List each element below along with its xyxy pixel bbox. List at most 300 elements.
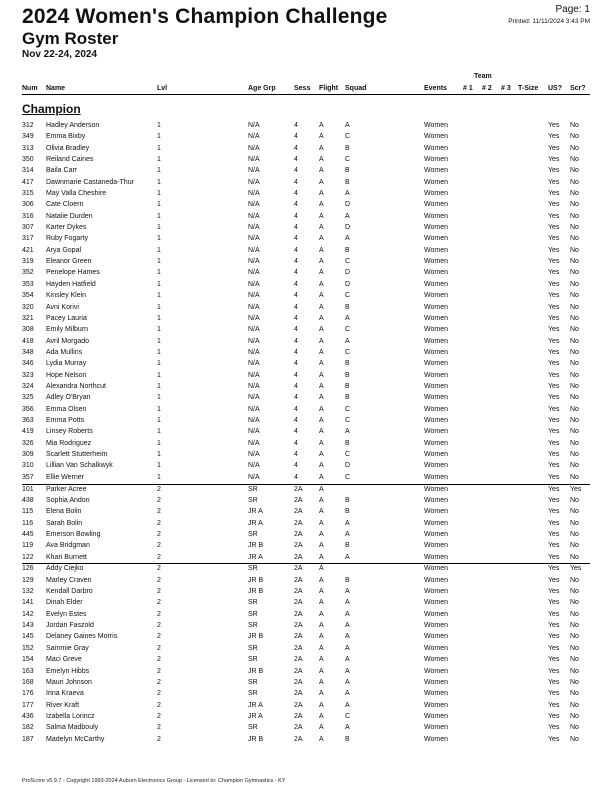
cell-age: JR A xyxy=(248,508,263,516)
cell-events: Women xyxy=(424,565,448,573)
cell-num: 122 xyxy=(22,553,34,561)
cell-num: 316 xyxy=(22,212,34,220)
cell-scr: No xyxy=(570,701,579,709)
cell-us: Yes xyxy=(548,235,560,243)
table-row xyxy=(22,257,590,268)
cell-events: Women xyxy=(424,394,448,402)
cell-age: SR xyxy=(248,565,258,573)
cell-num: 320 xyxy=(22,303,34,311)
cell-sess: 4 xyxy=(294,303,298,311)
cell-us: Yes xyxy=(548,348,560,356)
printed-timestamp: Printed: 11/11/2024 3:43 PM xyxy=(508,18,590,25)
cell-sess: 4 xyxy=(294,167,298,175)
cell-squad: D xyxy=(345,269,351,277)
cell-age: N/A xyxy=(248,156,260,164)
table-row xyxy=(22,484,590,496)
cell-flight: A xyxy=(319,326,324,334)
table-row xyxy=(22,678,590,689)
table-row xyxy=(22,655,590,666)
cell-age: N/A xyxy=(248,473,260,481)
cell-lvl: 2 xyxy=(157,690,161,698)
cell-flight: A xyxy=(319,519,324,527)
cell-age: SR xyxy=(248,599,258,607)
table-row xyxy=(22,200,590,211)
cell-age: N/A xyxy=(248,348,260,356)
cell-events: Women xyxy=(424,428,448,436)
table-row xyxy=(22,507,590,518)
cell-num: 357 xyxy=(22,473,34,481)
cell-name: Ellie Werner xyxy=(46,473,84,481)
cell-num: 141 xyxy=(22,599,34,607)
cell-sess: 2A xyxy=(294,485,303,493)
cell-squad: B xyxy=(345,735,350,743)
cell-name: Avril Morgado xyxy=(46,337,90,345)
cell-lvl: 2 xyxy=(157,519,161,527)
cell-events: Women xyxy=(424,303,448,311)
cell-scr: No xyxy=(570,428,579,436)
cell-squad: A xyxy=(345,622,350,630)
cell-lvl: 2 xyxy=(157,622,161,630)
cell-age: JR A xyxy=(248,519,263,527)
cell-age: N/A xyxy=(248,314,260,322)
cell-sess: 2A xyxy=(294,496,303,504)
cell-squad: A xyxy=(345,644,350,652)
cell-sess: 4 xyxy=(294,405,298,413)
cell-us: Yes xyxy=(548,133,560,141)
cell-age: N/A xyxy=(248,360,260,368)
cell-age: SR xyxy=(248,724,258,732)
cell-sess: 4 xyxy=(294,190,298,198)
cell-age: N/A xyxy=(248,258,260,266)
cell-us: Yes xyxy=(548,371,560,379)
cell-sess: 2A xyxy=(294,735,303,743)
cell-squad: C xyxy=(345,473,351,481)
cell-age: SR xyxy=(248,644,258,652)
cell-sess: 4 xyxy=(294,416,298,424)
table-row xyxy=(22,337,590,348)
cell-lvl: 2 xyxy=(157,485,161,493)
cell-age: N/A xyxy=(248,450,260,458)
cell-num: 115 xyxy=(22,508,34,516)
cell-num: 154 xyxy=(22,656,34,664)
cell-scr: No xyxy=(570,190,579,198)
cell-events: Women xyxy=(424,382,448,390)
cell-age: N/A xyxy=(248,428,260,436)
table-row xyxy=(22,359,590,370)
footer-copyright: ProScore v5.9.7 - Copyright 1993-2024 Auburn Electronics Group - Licensed to: Champion Gymnastics - KY xyxy=(22,778,286,784)
cell-us: Yes xyxy=(548,201,560,209)
cell-events: Women xyxy=(424,178,448,186)
cell-squad: A xyxy=(345,212,350,220)
cell-num: 346 xyxy=(22,360,34,368)
cell-squad: A xyxy=(345,678,350,686)
cell-num: 163 xyxy=(22,667,34,675)
cell-us: Yes xyxy=(548,190,560,198)
cell-flight: A xyxy=(319,667,324,675)
cell-scr: No xyxy=(570,201,579,209)
cell-sess: 2A xyxy=(294,576,303,584)
cell-scr: No xyxy=(570,633,579,641)
cell-num: 445 xyxy=(22,530,34,538)
cell-age: N/A xyxy=(248,246,260,254)
team-column-group-label: Team xyxy=(474,73,492,80)
cell-flight: A xyxy=(319,133,324,141)
cell-flight: A xyxy=(319,644,324,652)
cell-flight: A xyxy=(319,178,324,186)
table-row xyxy=(22,632,590,643)
cell-name: Emily Milburn xyxy=(46,326,89,334)
cell-lvl: 1 xyxy=(157,382,161,390)
cell-squad: A xyxy=(345,701,350,709)
cell-lvl: 1 xyxy=(157,428,161,436)
cell-sess: 2A xyxy=(294,588,303,596)
cell-num: 325 xyxy=(22,394,34,402)
cell-scr: No xyxy=(570,167,579,175)
cell-events: Women xyxy=(424,314,448,322)
cell-events: Women xyxy=(424,724,448,732)
cell-name: Mauri Johnson xyxy=(46,678,92,686)
cell-squad: C xyxy=(345,133,351,141)
table-row xyxy=(22,314,590,325)
cell-us: Yes xyxy=(548,508,560,516)
table-row xyxy=(22,144,590,155)
table-row xyxy=(22,427,590,438)
cell-scr: No xyxy=(570,382,579,390)
cell-sess: 4 xyxy=(294,122,298,129)
cell-us: Yes xyxy=(548,428,560,436)
table-row xyxy=(22,563,590,575)
cell-lvl: 1 xyxy=(157,371,161,379)
cell-age: SR xyxy=(248,678,258,686)
cell-age: JR B xyxy=(248,667,264,675)
cell-name: Arya Gopal xyxy=(46,246,82,254)
cell-scr: No xyxy=(570,588,579,596)
cell-squad: B xyxy=(345,178,350,186)
cell-us: Yes xyxy=(548,656,560,664)
cell-squad: C xyxy=(345,712,351,720)
cell-name: Olivia Bradley xyxy=(46,144,90,152)
cell-flight: A xyxy=(319,303,324,311)
roster-table xyxy=(22,121,590,746)
cell-num: 352 xyxy=(22,269,34,277)
cell-squad: D xyxy=(345,280,351,288)
cell-num: 323 xyxy=(22,371,34,379)
cell-events: Women xyxy=(424,156,448,164)
cell-sess: 2A xyxy=(294,599,303,607)
cell-num: 182 xyxy=(22,724,34,732)
cell-lvl: 2 xyxy=(157,678,161,686)
cell-scr: No xyxy=(570,690,579,698)
cell-sess: 4 xyxy=(294,394,298,402)
table-row xyxy=(22,405,590,416)
cell-flight: A xyxy=(319,565,324,573)
cell-flight: A xyxy=(319,610,324,618)
cell-sess: 4 xyxy=(294,246,298,254)
cell-flight: A xyxy=(319,508,324,516)
cell-num: 307 xyxy=(22,224,34,232)
cell-sess: 4 xyxy=(294,450,298,458)
cell-events: Women xyxy=(424,496,448,504)
table-row xyxy=(22,576,590,587)
cell-scr: No xyxy=(570,530,579,538)
cell-sess: 4 xyxy=(294,235,298,243)
cell-lvl: 1 xyxy=(157,156,161,164)
cell-flight: A xyxy=(319,122,324,129)
cell-flight: A xyxy=(319,394,324,402)
cell-flight: A xyxy=(319,576,324,584)
cell-name: Dawnmarie Castaneda-Thur xyxy=(46,178,134,186)
cell-lvl: 1 xyxy=(157,314,161,322)
cell-us: Yes xyxy=(548,144,560,152)
cell-num: 310 xyxy=(22,462,34,470)
cell-name: Dinah Elder xyxy=(46,599,83,607)
cell-name: Addy Ciejko xyxy=(46,565,84,573)
cell-squad: C xyxy=(345,405,351,413)
cell-sess: 4 xyxy=(294,156,298,164)
cell-age: N/A xyxy=(248,190,260,198)
cell-age: N/A xyxy=(248,292,260,300)
cell-lvl: 1 xyxy=(157,269,161,277)
cell-age: N/A xyxy=(248,144,260,152)
cell-sess: 2A xyxy=(294,542,303,550)
cell-events: Women xyxy=(424,292,448,300)
cell-flight: A xyxy=(319,450,324,458)
cell-us: Yes xyxy=(548,382,560,390)
cell-name: Jordan Faszold xyxy=(46,622,94,630)
cell-lvl: 2 xyxy=(157,496,161,504)
cell-sess: 2A xyxy=(294,701,303,709)
cell-scr: No xyxy=(570,246,579,254)
cell-squad: A xyxy=(345,633,350,641)
cell-flight: A xyxy=(319,690,324,698)
cell-us: Yes xyxy=(548,405,560,413)
table-row xyxy=(22,723,590,734)
table-row xyxy=(22,189,590,200)
cell-us: Yes xyxy=(548,292,560,300)
cell-us: Yes xyxy=(548,167,560,175)
cell-age: N/A xyxy=(248,382,260,390)
cell-age: SR xyxy=(248,530,258,538)
cell-sess: 4 xyxy=(294,360,298,368)
cell-scr: No xyxy=(570,122,579,129)
cell-events: Women xyxy=(424,371,448,379)
page-number: Page: 1 xyxy=(555,4,590,15)
table-row xyxy=(22,382,590,393)
cell-name: Emerson Bowling xyxy=(46,530,101,538)
cell-flight: A xyxy=(319,212,324,220)
col-header-t-size: T-Size xyxy=(518,85,539,92)
cell-scr: No xyxy=(570,212,579,220)
cell-lvl: 2 xyxy=(157,576,161,584)
cell-name: Delaney Gaines Morris xyxy=(46,633,118,641)
cell-flight: A xyxy=(319,314,324,322)
cell-lvl: 1 xyxy=(157,133,161,141)
cell-flight: A xyxy=(319,258,324,266)
cell-us: Yes xyxy=(548,439,560,447)
cell-squad: B xyxy=(345,144,350,152)
cell-flight: A xyxy=(319,360,324,368)
cell-events: Women xyxy=(424,690,448,698)
cell-lvl: 1 xyxy=(157,326,161,334)
cell-name: Lillian Van Schalkwyk xyxy=(46,462,113,470)
cell-lvl: 1 xyxy=(157,212,161,220)
cell-squad: A xyxy=(345,588,350,596)
cell-sess: 4 xyxy=(294,326,298,334)
cell-lvl: 1 xyxy=(157,303,161,311)
cell-scr: No xyxy=(570,712,579,720)
cell-events: Women xyxy=(424,622,448,630)
table-row xyxy=(22,178,590,189)
cell-flight: A xyxy=(319,405,324,413)
cell-num: 317 xyxy=(22,235,34,243)
cell-sess: 2A xyxy=(294,633,303,641)
cell-squad: B xyxy=(345,542,350,550)
table-row xyxy=(22,667,590,678)
cell-squad: B xyxy=(345,576,350,584)
cell-sess: 4 xyxy=(294,371,298,379)
cell-name: Adley O'Bryan xyxy=(46,394,91,402)
cell-lvl: 1 xyxy=(157,292,161,300)
cell-num: 314 xyxy=(22,167,34,175)
table-row xyxy=(22,553,590,564)
cell-age: N/A xyxy=(248,326,260,334)
cell-num: 363 xyxy=(22,416,34,424)
cell-flight: A xyxy=(319,701,324,709)
cell-sess: 4 xyxy=(294,337,298,345)
table-row xyxy=(22,712,590,723)
cell-name: Evelyn Estes xyxy=(46,610,87,618)
cell-us: Yes xyxy=(548,224,560,232)
cell-us: Yes xyxy=(548,530,560,538)
cell-num: 142 xyxy=(22,610,34,618)
cell-num: 348 xyxy=(22,348,34,356)
cell-age: N/A xyxy=(248,371,260,379)
cell-lvl: 2 xyxy=(157,565,161,573)
cell-events: Women xyxy=(424,258,448,266)
cell-scr: No xyxy=(570,405,579,413)
cell-lvl: 1 xyxy=(157,439,161,447)
cell-name: Hadley Anderson xyxy=(46,122,100,129)
cell-events: Women xyxy=(424,701,448,709)
cell-num: 312 xyxy=(22,122,34,129)
cell-scr: No xyxy=(570,473,579,481)
cell-name: Ruby Fogarty xyxy=(46,235,89,243)
cell-name: May Valla Cheshire xyxy=(46,190,107,198)
cell-scr: No xyxy=(570,610,579,618)
cell-lvl: 1 xyxy=(157,394,161,402)
col-header-flight: Flight xyxy=(319,85,339,92)
cell-name: Izabella Lorincz xyxy=(46,712,95,720)
cell-events: Women xyxy=(424,360,448,368)
table-row xyxy=(22,439,590,450)
cell-us: Yes xyxy=(548,258,560,266)
cell-name: Marley Craven xyxy=(46,576,92,584)
cell-sess: 4 xyxy=(294,201,298,209)
col-header-team-3: # 3 xyxy=(501,85,511,92)
cell-sess: 4 xyxy=(294,212,298,220)
cell-lvl: 2 xyxy=(157,542,161,550)
cell-squad: D xyxy=(345,462,351,470)
cell-events: Women xyxy=(424,599,448,607)
cell-lvl: 1 xyxy=(157,405,161,413)
cell-num: 438 xyxy=(22,496,34,504)
col-header-us: US? xyxy=(548,85,562,92)
table-row xyxy=(22,212,590,223)
cell-lvl: 1 xyxy=(157,348,161,356)
cell-events: Women xyxy=(424,348,448,356)
cell-squad: B xyxy=(345,508,350,516)
cell-lvl: 1 xyxy=(157,201,161,209)
cell-scr: No xyxy=(570,337,579,345)
cell-us: Yes xyxy=(548,246,560,254)
cell-flight: A xyxy=(319,496,324,504)
cell-us: Yes xyxy=(548,678,560,686)
cell-scr: No xyxy=(570,178,579,186)
cell-flight: A xyxy=(319,485,324,493)
cell-sess: 4 xyxy=(294,224,298,232)
cell-events: Women xyxy=(424,473,448,481)
cell-us: Yes xyxy=(548,122,560,129)
cell-sess: 4 xyxy=(294,439,298,447)
cell-squad: C xyxy=(345,450,351,458)
table-row xyxy=(22,132,590,143)
cell-name: Ada Mullins xyxy=(46,348,83,356)
cell-us: Yes xyxy=(548,622,560,630)
cell-scr: No xyxy=(570,258,579,266)
cell-flight: A xyxy=(319,712,324,720)
cell-lvl: 2 xyxy=(157,508,161,516)
table-row xyxy=(22,587,590,598)
cell-events: Women xyxy=(424,439,448,447)
cell-us: Yes xyxy=(548,178,560,186)
cell-lvl: 1 xyxy=(157,224,161,232)
cell-name: Emma Olsen xyxy=(46,405,87,413)
cell-num: 350 xyxy=(22,156,34,164)
cell-flight: A xyxy=(319,735,324,743)
table-row xyxy=(22,166,590,177)
cell-sess: 4 xyxy=(294,473,298,481)
cell-name: Mia Rodriguez xyxy=(46,439,92,447)
cell-name: Baila Carr xyxy=(46,167,78,175)
cell-flight: A xyxy=(319,439,324,447)
cell-age: N/A xyxy=(248,303,260,311)
cell-us: Yes xyxy=(548,496,560,504)
cell-squad: C xyxy=(345,348,351,356)
cell-us: Yes xyxy=(548,644,560,652)
cell-us: Yes xyxy=(548,303,560,311)
table-row xyxy=(22,461,590,472)
cell-events: Women xyxy=(424,246,448,254)
cell-scr: No xyxy=(570,224,579,232)
col-header-name: Name xyxy=(46,85,66,92)
cell-squad: A xyxy=(345,190,350,198)
cell-lvl: 2 xyxy=(157,644,161,652)
cell-name: Scarlett Stutterheim xyxy=(46,450,108,458)
cell-flight: A xyxy=(319,269,324,277)
cell-age: N/A xyxy=(248,269,260,277)
cell-sess: 4 xyxy=(294,462,298,470)
cell-flight: A xyxy=(319,292,324,300)
cell-sess: 2A xyxy=(294,622,303,630)
cell-scr: No xyxy=(570,360,579,368)
cell-events: Women xyxy=(424,167,448,175)
cell-events: Women xyxy=(424,530,448,538)
cell-flight: A xyxy=(319,599,324,607)
cell-flight: A xyxy=(319,371,324,379)
cell-squad: B xyxy=(345,303,350,311)
cell-events: Women xyxy=(424,519,448,527)
cell-num: 119 xyxy=(22,542,34,550)
